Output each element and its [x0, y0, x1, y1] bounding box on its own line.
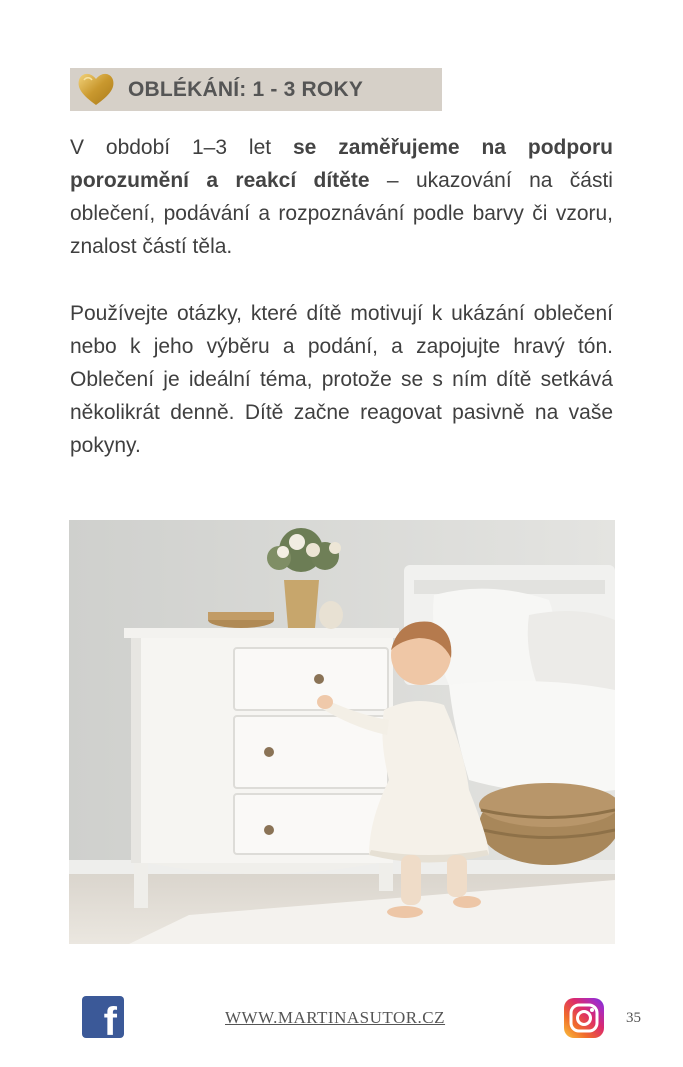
paragraph-intro-lead: V období 1–3 let	[70, 136, 293, 159]
page-number: 35	[626, 1010, 641, 1026]
paragraph-intro	[70, 131, 613, 263]
paragraph-intro-bold: se zaměřujeme na podporu porozumění a reakcí dítěte	[70, 136, 613, 192]
facebook-glyph: f	[103, 1000, 117, 1038]
instagram-icon[interactable]	[564, 998, 604, 1038]
paragraph-advice: Používejte otázky, které dítě motivují k ukázání oblečení nebo k jeho výběru a podání, a zapojujte hravý tón. Oblečení je ideální téma, protože se s ním dítě setkává několikrát denně. Dítě začne reagovat pasivně na vaše pokyny.	[70, 302, 613, 457]
website-link[interactable]: WWW.MARTINASUTOR.CZ	[225, 1008, 446, 1027]
instagram-camera-icon	[564, 998, 604, 1038]
facebook-icon[interactable]	[82, 996, 124, 1038]
section-heading	[70, 68, 442, 111]
gold-heart-icon	[76, 70, 116, 108]
heading-title: OBLÉKÁNÍ: 1 - 3 ROKY	[128, 78, 364, 101]
paragraph-intro-rest: – ukazování na části oblečení, podávání a rozpoznávání podle barvy či vzoru, znalost částí těla.	[70, 169, 613, 258]
photo-toddler-dresser	[69, 520, 615, 944]
